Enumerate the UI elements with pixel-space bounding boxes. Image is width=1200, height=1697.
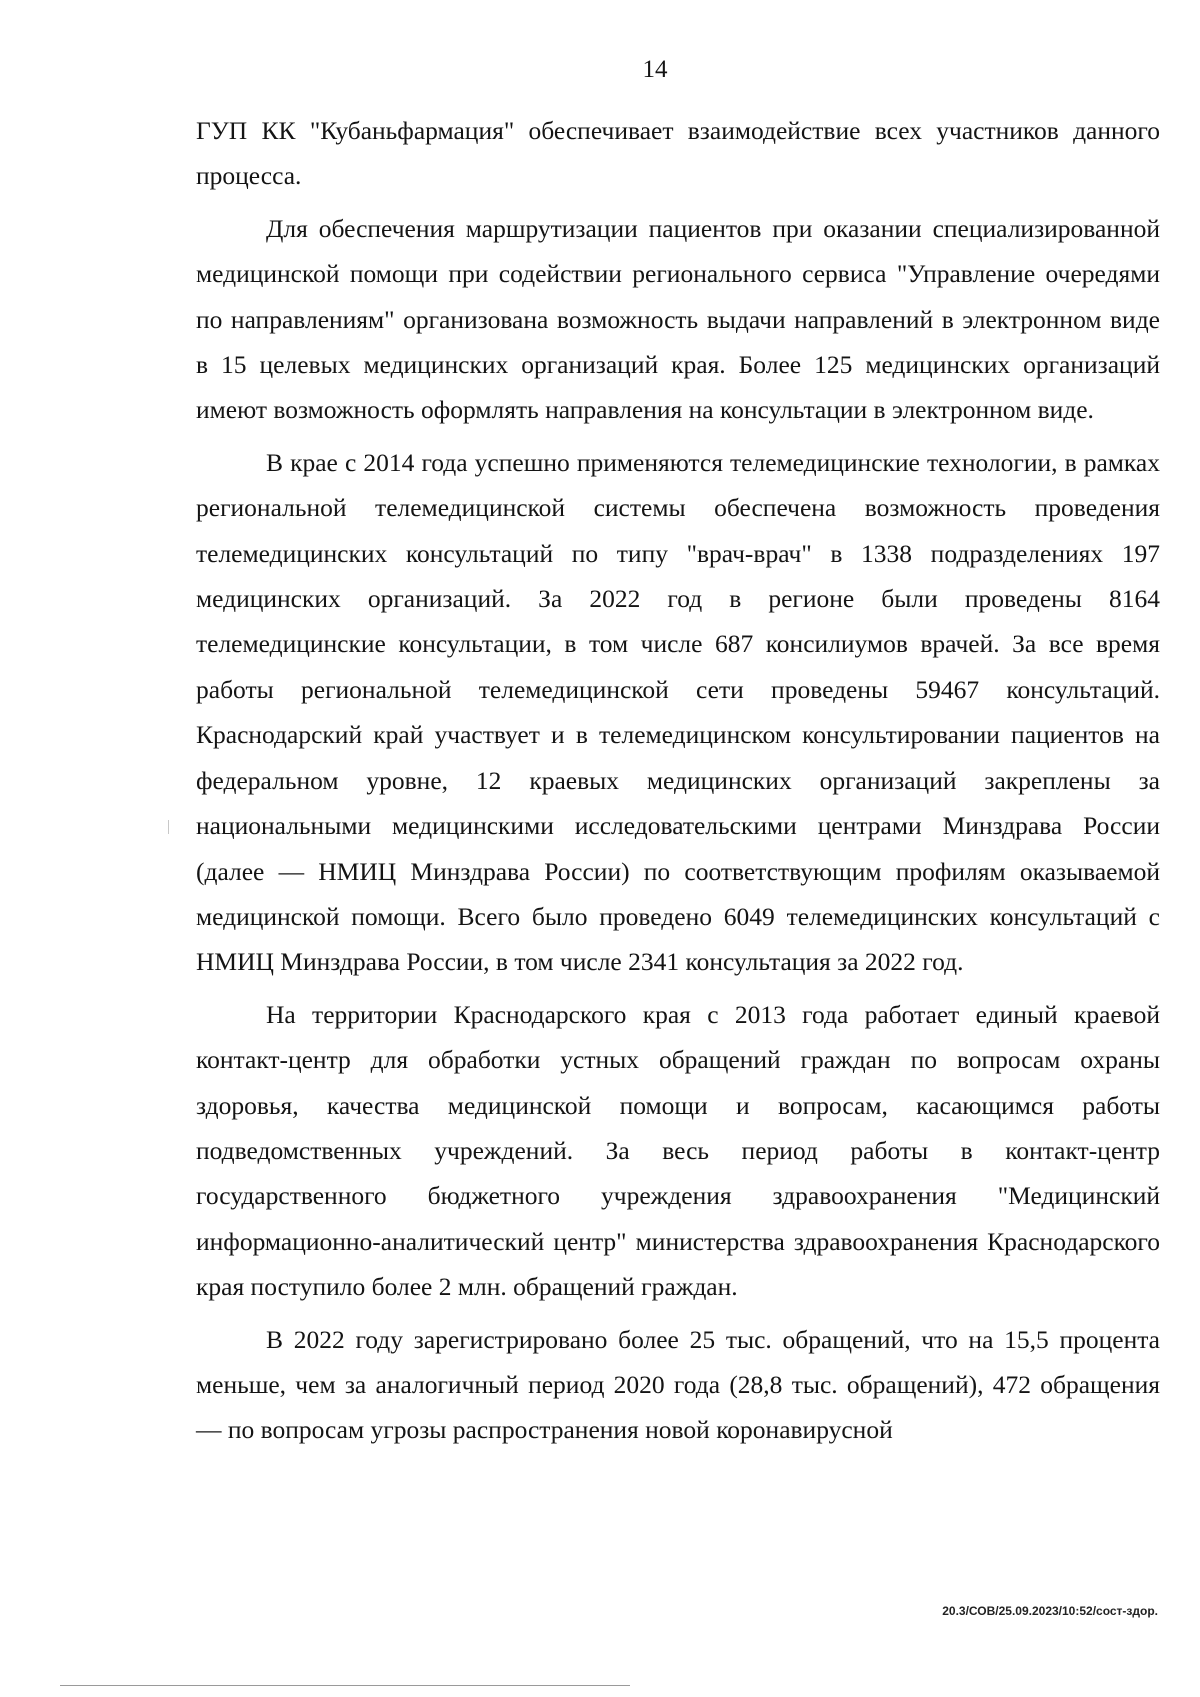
scan-artifact: [168, 820, 169, 834]
page-number: 14: [642, 56, 668, 83]
footer-stamp: 20.3/СОВ/25.09.2023/10:52/сост-здор.: [942, 1604, 1158, 1618]
paragraph: ГУП КК "Кубаньфармация" обеспечивает взаимодействие всех участников данного процесса.: [196, 116, 1160, 191]
paragraph: В 2022 году зарегистрировано более 25 тыс. обращений, что на 15,5 процента меньше, чем за аналогичный период 2020 года (28,8 тыс. обращений), 472 обращения — по вопросам угрозы распространения новой коронавирусной: [196, 1324, 1160, 1445]
paragraph: Для обеспечения маршрутизации пациентов при оказании специализированной медицинской помощи при содействии регионального сервиса "Управление очередями по направлениям" организована возможность выдачи направлений в электронном виде в 15 целевых медицинских организаций края. Более 125 медицинских организаций имеют возможность оформлять направления на консультации в электронном виде.: [196, 213, 1160, 425]
paragraph: В крае с 2014 года успешно применяются телемедицинские технологии, в рамках региональной телемедицинской системы обеспечена возможность проведения телемедицинских консультаций по типу "врач-врач" в 1338 подразделениях 197 медицинских организаций. За 2022 год в регионе были проведены 8164 телемедицинские консультации, в том числе 687 консилиумов врачей. За все время работы региональной телемедицинской сети проведены 59467 консультаций. Краснодарский край участвует и в телемедицинском консультировании пациентов на федеральном уровне, 12 краевых медицинских организаций закреплены за национальными медицинскими исследовательскими центрами Минздрава России (далее — НМИЦ Минздрава России) по соответствующим профилям оказываемой медицинской помощи. Всего было проведено 6049 телемедицинских консультаций с НМИЦ Минздрава России, в том числе 2341 консультация за 2022 год.: [196, 447, 1160, 977]
scan-edge-line: [60, 1685, 630, 1686]
body-text: [196, 108, 1160, 1460]
paragraph: На территории Краснодарского края с 2013 года работает единый краевой контакт-центр для обработки устных обращений граждан по вопросам охраны здоровья, качества медицинской помощи и вопросам, касающимся работы подведомственных учреждений. За весь период работы в контакт-центр государственного бюджетного учреждения здравоохранения "Медицинский информационно-аналитический центр" министерства здравоохранения Краснодарского края поступило более 2 млн. обращений граждан.: [196, 999, 1160, 1302]
